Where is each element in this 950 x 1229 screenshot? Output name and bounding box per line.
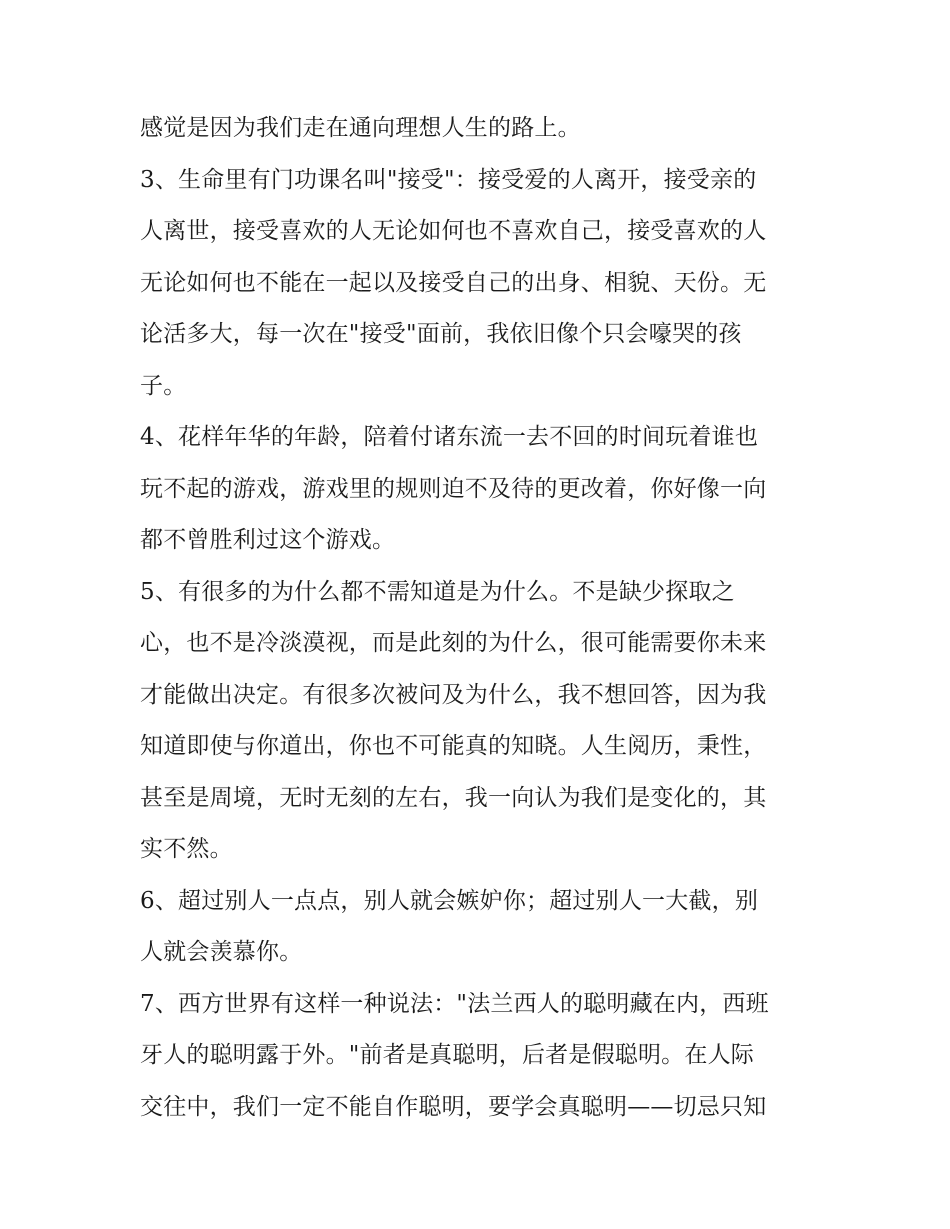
text-line: 感觉是因为我们走在通向理想人生的路上。 <box>140 115 581 141</box>
text-line: 3、生命里有门功课名叫"接受"：接受爱的人离开，接受亲的 <box>140 166 757 193</box>
text-line: 论活多大，每一次在"接受"面前，我依旧像个只会嚎哭的孩 <box>140 321 742 347</box>
text-line: 人就会羡慕你。 <box>140 939 303 965</box>
text-line: 实不然。 <box>140 836 233 862</box>
text-line: 人离世，接受喜欢的人无论如何也不喜欢自己，接受喜欢的人 <box>140 218 767 244</box>
text-line: 玩不起的游戏，游戏里的规则迫不及待的更改着，你好像一向 <box>140 475 767 502</box>
text-line: 6、超过别人一点点，别人就会嫉妒你；超过别人一大截，别 <box>140 887 759 914</box>
text-line: 甚至是周境，无时无刻的左右，我一向认为我们是变化的，其 <box>140 784 767 811</box>
text-line: 交往中，我们一定不能自作聪明，要学会真聪明——切忌只知 <box>140 1093 767 1120</box>
document-body <box>140 103 820 1133</box>
text-line: 知道即使与你道出，你也不可能真的知晓。人生阅历，秉性， <box>140 733 767 759</box>
text-line: 才能做出决定。有很多次被问及为什么，我不想回答，因为我 <box>140 681 767 708</box>
text-line: 5、有很多的为什么都不需知道是为什么。不是缺少探取之 <box>140 578 735 605</box>
text-line: 都不曾胜利过这个游戏。 <box>140 527 396 553</box>
text-line: 无论如何也不能在一起以及接受自己的出身、相貌、天份。无 <box>140 269 767 296</box>
text-line: 4、花样年华的年龄，陪着付诸东流一去不回的时间玩着谁也 <box>140 424 759 450</box>
text-line: 心，也不是冷淡漠视，而是此刻的为什么，很可能需要你未来 <box>140 630 767 656</box>
text-line: 7、西方世界有这样一种说法："法兰西人的聪明藏在内，西班 <box>140 990 769 1017</box>
text-line: 牙人的聪明露于外。"前者是真聪明，后者是假聪明。在人际 <box>140 1042 754 1068</box>
text-line: 子。 <box>140 372 187 399</box>
